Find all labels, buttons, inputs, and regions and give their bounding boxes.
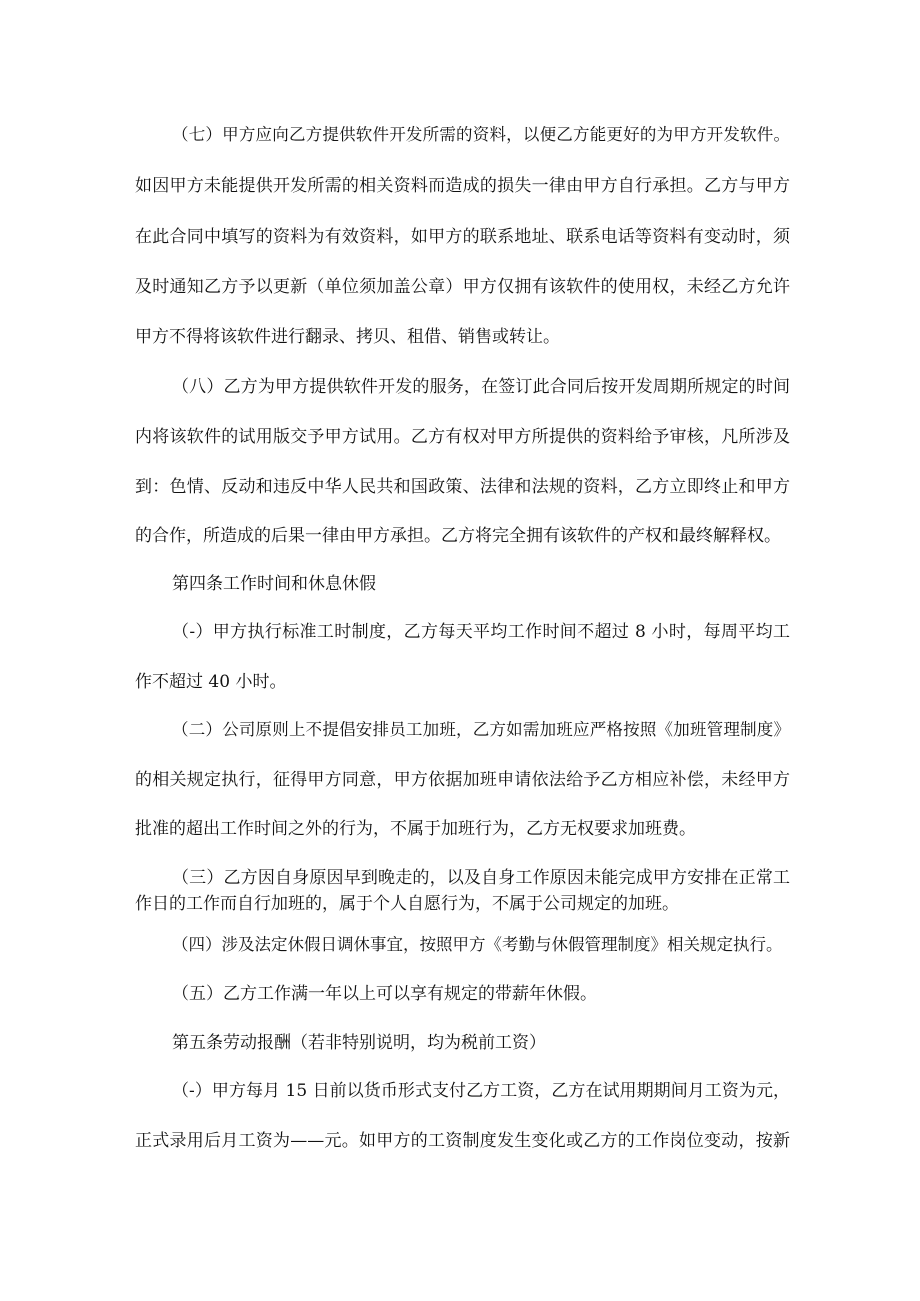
text-line: （四）涉及法定休假日调休事宜，按照甲方《考勤与休假管理制度》相关规定执行。 [172,935,783,954]
text-line: （二）公司原则上不提倡安排员工加班，乙方如需加班应严格按照《加班管理制度》 [172,720,790,739]
text-line: 到：色情、反动和违反中华人民共和国政策、法律和法规的资料，乙方立即终止和甲方 [135,477,790,497]
text-line: 在此合同中填写的资料为有效资料，如甲方的联系地址、联系电话等资料有变动时，须 [135,227,790,247]
text-line: 批准的超出工作时间之外的行为，不属于加班行为，乙方无权要求加班费。 [135,819,696,839]
text-line: （-）甲方每月 15 日前以货币形式支付乙方工资，乙方在试用期期间月工资为元， [172,1081,790,1101]
text-line: （八）乙方为甲方提供软件开发的服务，在签订此合同后按开发周期所规定的时间 [172,377,790,397]
section-heading: 第五条劳动报酬（若非特别说明，均为税前工资） [172,1033,546,1053]
text-line: （三）乙方因自身原因早到晚走的，以及自身工作原因未能完成甲方安排在正常工 [172,868,790,888]
text-line: 作日的工作而自行加班的，属于个人自愿行为，不属于公司规定的加班。 [135,894,679,914]
text-line: 正式录用后月工资为——元。如甲方的工资制度发生变化或乙方的工作岗位变动，按新 [135,1131,790,1151]
text-line: （五）乙方工作满一年以上可以享有规定的带薪年休假。 [172,984,597,1004]
text-line: 及时通知乙方予以更新（单位须加盖公章）甲方仅拥有该软件的使用权，未经乙方允许 [135,277,790,297]
text-line: 的相关规定执行，征得甲方同意，甲方依据加班申请依法给予乙方相应补偿，未经甲方 [135,770,790,790]
section-heading: 第四条工作时间和休息休假 [172,574,376,594]
text-line: 甲方不得将该软件进行翻录、拷贝、租借、销售或转让。 [135,327,560,347]
text-line: 如因甲方未能提供开发所需的相关资料而造成的损失一律由甲方自行承担。乙方与甲方 [135,176,790,196]
text-line: 内将该软件的试用版交予甲方试用。乙方有权对甲方所提供的资料给予审核，凡所涉及 [135,427,790,447]
text-line: （-）甲方执行标准工时制度，乙方每天平均工作时间不超过 8 小时，每周平均工 [172,622,790,642]
text-line: 的合作，所造成的后果一律由甲方承担。乙方将完全拥有该软件的产权和最终解释权。 [135,526,781,546]
text-line: 作不超过 40 小时。 [135,672,287,692]
text-line: （七）甲方应向乙方提供软件开发所需的资料，以便乙方能更好的为甲方开发软件。 [172,125,790,144]
